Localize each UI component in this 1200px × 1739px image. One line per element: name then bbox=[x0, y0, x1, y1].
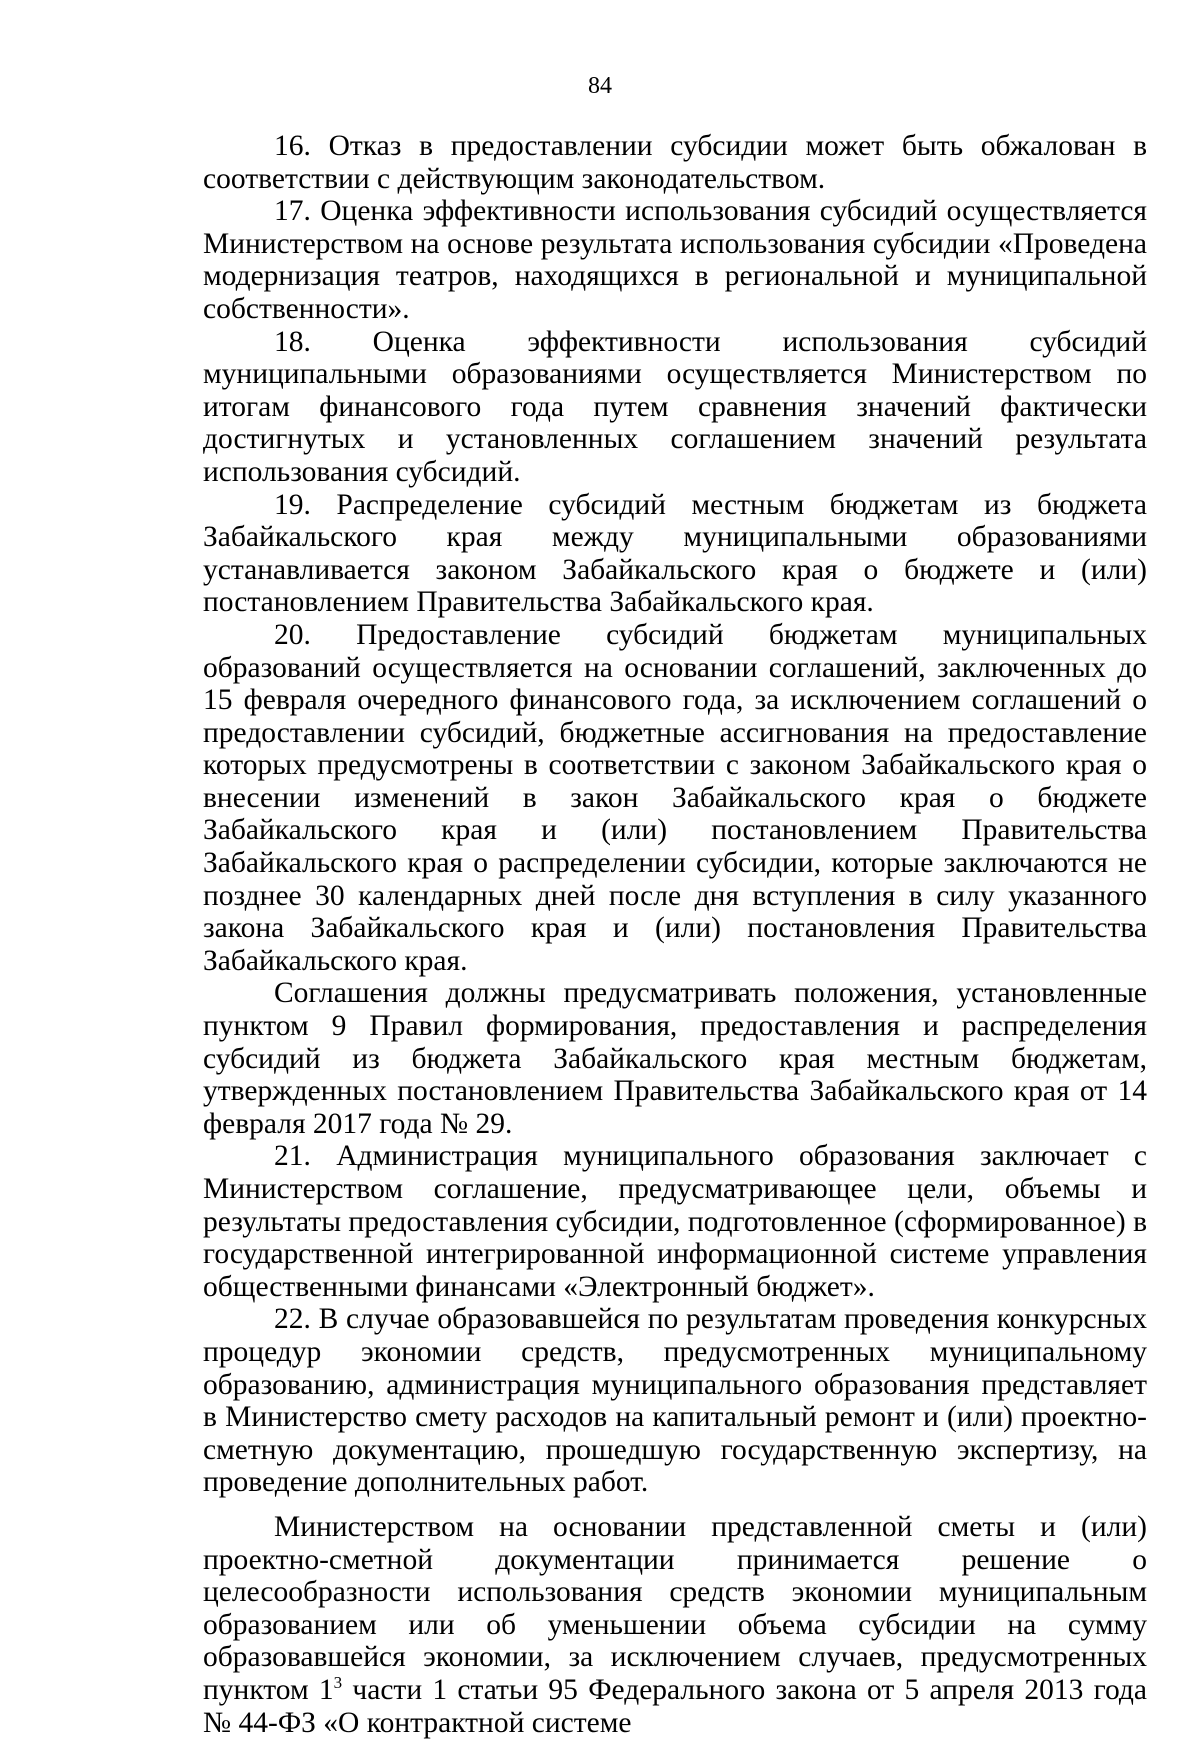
paragraph-19: 19. Распределение субсидий местным бюджетам из бюджета Забайкальского края между муниципальными образованиями устанавливается законом Забайкальского края о бюджете и (или) постановлением Правительства Забайкальского края. bbox=[203, 488, 1147, 619]
paragraph-18: 18. Оценка эффективности использования субсидий муниципальными образованиями осуществляется Министерством по итогам финансового года путем сравнения значений фактически достигнутых и установленных соглашением значений результата использования субсидий. bbox=[203, 325, 1147, 488]
document-body bbox=[203, 130, 1147, 1739]
paragraph-ministry-decision-part-2: части 1 статьи 95 Федерального закона от 5 апреля 2013 года № 44-ФЗ «О контрактной системе bbox=[203, 1673, 1147, 1739]
superscript-marker: 3 bbox=[333, 1672, 343, 1692]
page-number: 84 bbox=[588, 73, 612, 99]
paragraph-agreements: Соглашения должны предусматривать положения, установленные пунктом 9 Правил формирования, предоставления и распределения субсидий из бюджета Забайкальского края местным бюджетам, утвержденных постановлением Правительства Забайкальского края от 14 февраля 2017 года № 29. bbox=[203, 977, 1147, 1140]
paragraph-17: 17. Оценка эффективности использования субсидий осуществляется Министерством на основе результата использования субсидии «Проведена модернизация театров, находящихся в региональной и муниципальной собственности». bbox=[203, 195, 1147, 325]
paragraph-ministry-decision bbox=[203, 1511, 1147, 1739]
paragraph-21: 21. Администрация муниципального образования заключает с Министерством соглашение, предусматривающее цели, объемы и результаты предоставления субсидии, подготовленное (сформированное) в государственной интегрированной информационной системе управления общественными финансами «Электронный бюджет». bbox=[203, 1140, 1147, 1303]
paragraph-22: 22. В случае образовавшейся по результатам проведения конкурсных процедур экономии средств, предусмотренных муниципальному образованию, администрация муниципального образования представляет в Министерство смету расходов на капитальный ремонт и (или) проектно-сметную документацию, прошедшую государственную экспертизу, на проведение дополнительных работ. bbox=[203, 1303, 1147, 1499]
paragraph-ministry-decision-part-1: Министерством на основании представленной сметы и (или) проектно-сметной документации принимается решение о целесообразности использования средств экономии муниципальным образованием или об уменьшении объема субсидии на сумму образовавшейся экономии, за исключением случаев, предусмотренных пунктом 1 bbox=[203, 1510, 1147, 1706]
paragraph-20: 20. Предоставление субсидий бюджетам муниципальных образований осуществляется на основании соглашений, заключенных до 15 февраля очередного финансового года, за исключением соглашений о предоставлении субсидий, бюджетные ассигнования на предоставление которых предусмотрены в соответствии с законом Забайкальского края о внесении изменений в закон Забайкальского края о бюджете Забайкальского края и (или) постановлением Правительства Забайкальского края о распределении субсидии, которые заключаются не позднее 30 календарных дней после дня вступления в силу указанного закона Забайкальского края и (или) постановления Правительства Забайкальского края. bbox=[203, 618, 1147, 977]
paragraph-16: 16. Отказ в предоставлении субсидии может быть обжалован в соответствии с действующим законодательством. bbox=[203, 130, 1147, 195]
